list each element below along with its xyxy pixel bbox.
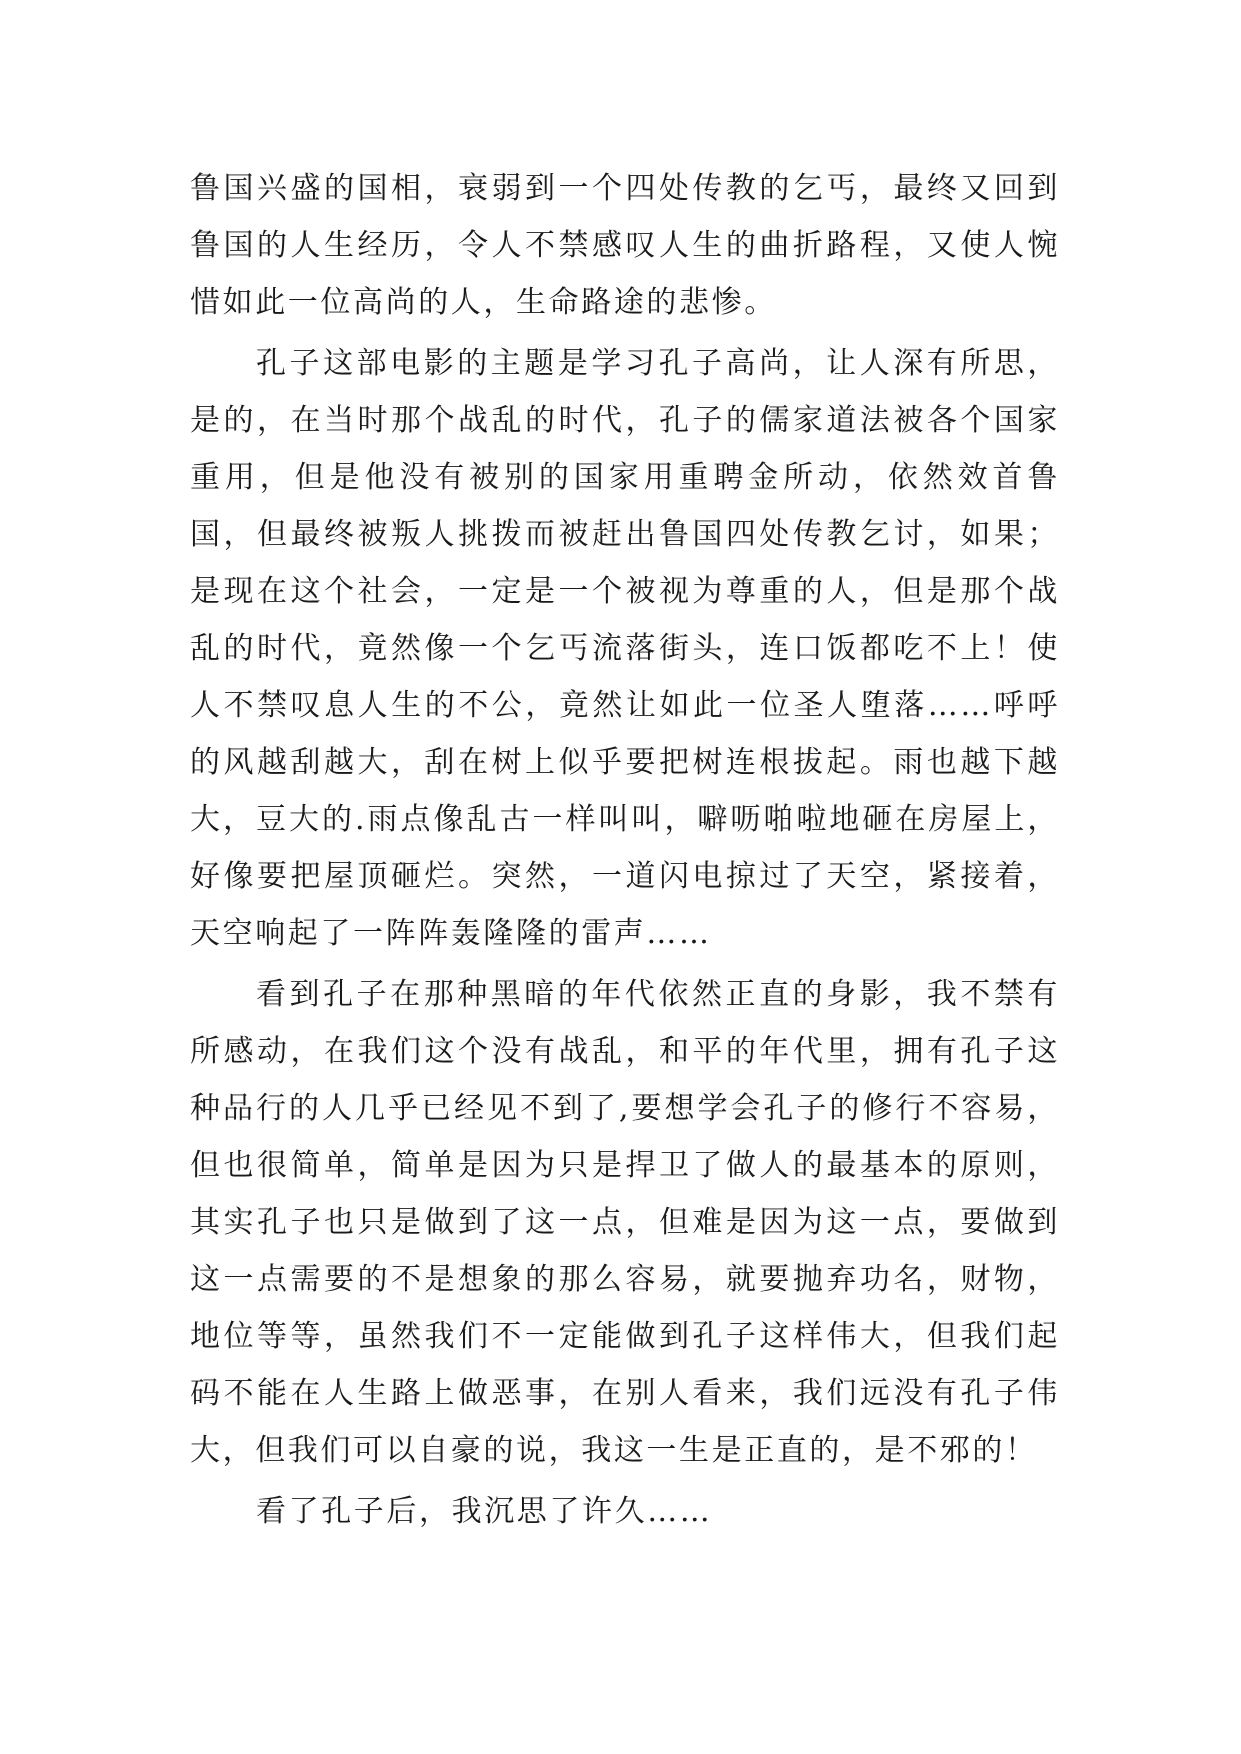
paragraph-2: 孔子这部电影的主题是学习孔子高尚，让人深有所思，是的，在当时那个战乱的时代，孔子的儒家道法被各个国家重用，但是他没有被别的国家用重聘金所动，依然效首鲁国，但最终被叛人挑拨而被赶出鲁国四处传教乞讨，如果；是现在这个社会，一定是一个被视为尊重的人，但是那个战乱的时代，竟然像一个乞丐流落街头，连口饭都吃不上！使人不禁叹息人生的不公，竟然让如此一位圣人堕落……呼呼的风越刮越大，刮在树上似乎要把树连根拔起。雨也越下越大，豆大的.雨点像乱古一样叫叫，噼呖啪啦地砸在房屋上，好像要把屋顶砸烂。突然，一道闪电掠过了天空，紧接着，天空响起了一阵阵轰隆隆的雷声……: [190, 346, 1060, 951]
paragraph-3: 看到孔子在那种黑暗的年代依然正直的身影，我不禁有所感动，在我们这个没有战乱，和平的年代里，拥有孔子这种品行的人几乎已经见不到了,要想学会孔子的修行不容易，但也很简单，简单是因为只是捍卫了做人的最基本的原则，其实孔子也只是做到了这一点，但难是因为这一点，要做到这一点需要的不是想象的那么容易，就要抛弃功名，财物，地位等等，虽然我们不一定能做到孔子这样伟大，但我们起码不能在人生路上做恶事，在别人看来，我们远没有孔子伟大，但我们可以自豪的说，我这一生是正直的，是不邪的！: [190, 977, 1060, 1468]
paragraph-1: 鲁国兴盛的国相，衰弱到一个四处传教的乞丐，最终又回到鲁国的人生经历，令人不禁感叹人生的曲折路程，又使人惋惜如此一位高尚的人，生命路途的悲惨。: [190, 171, 1060, 320]
body-text: [190, 160, 1060, 1540]
paragraph-4: 看了孔子后，我沉思了许久……: [256, 1494, 713, 1529]
